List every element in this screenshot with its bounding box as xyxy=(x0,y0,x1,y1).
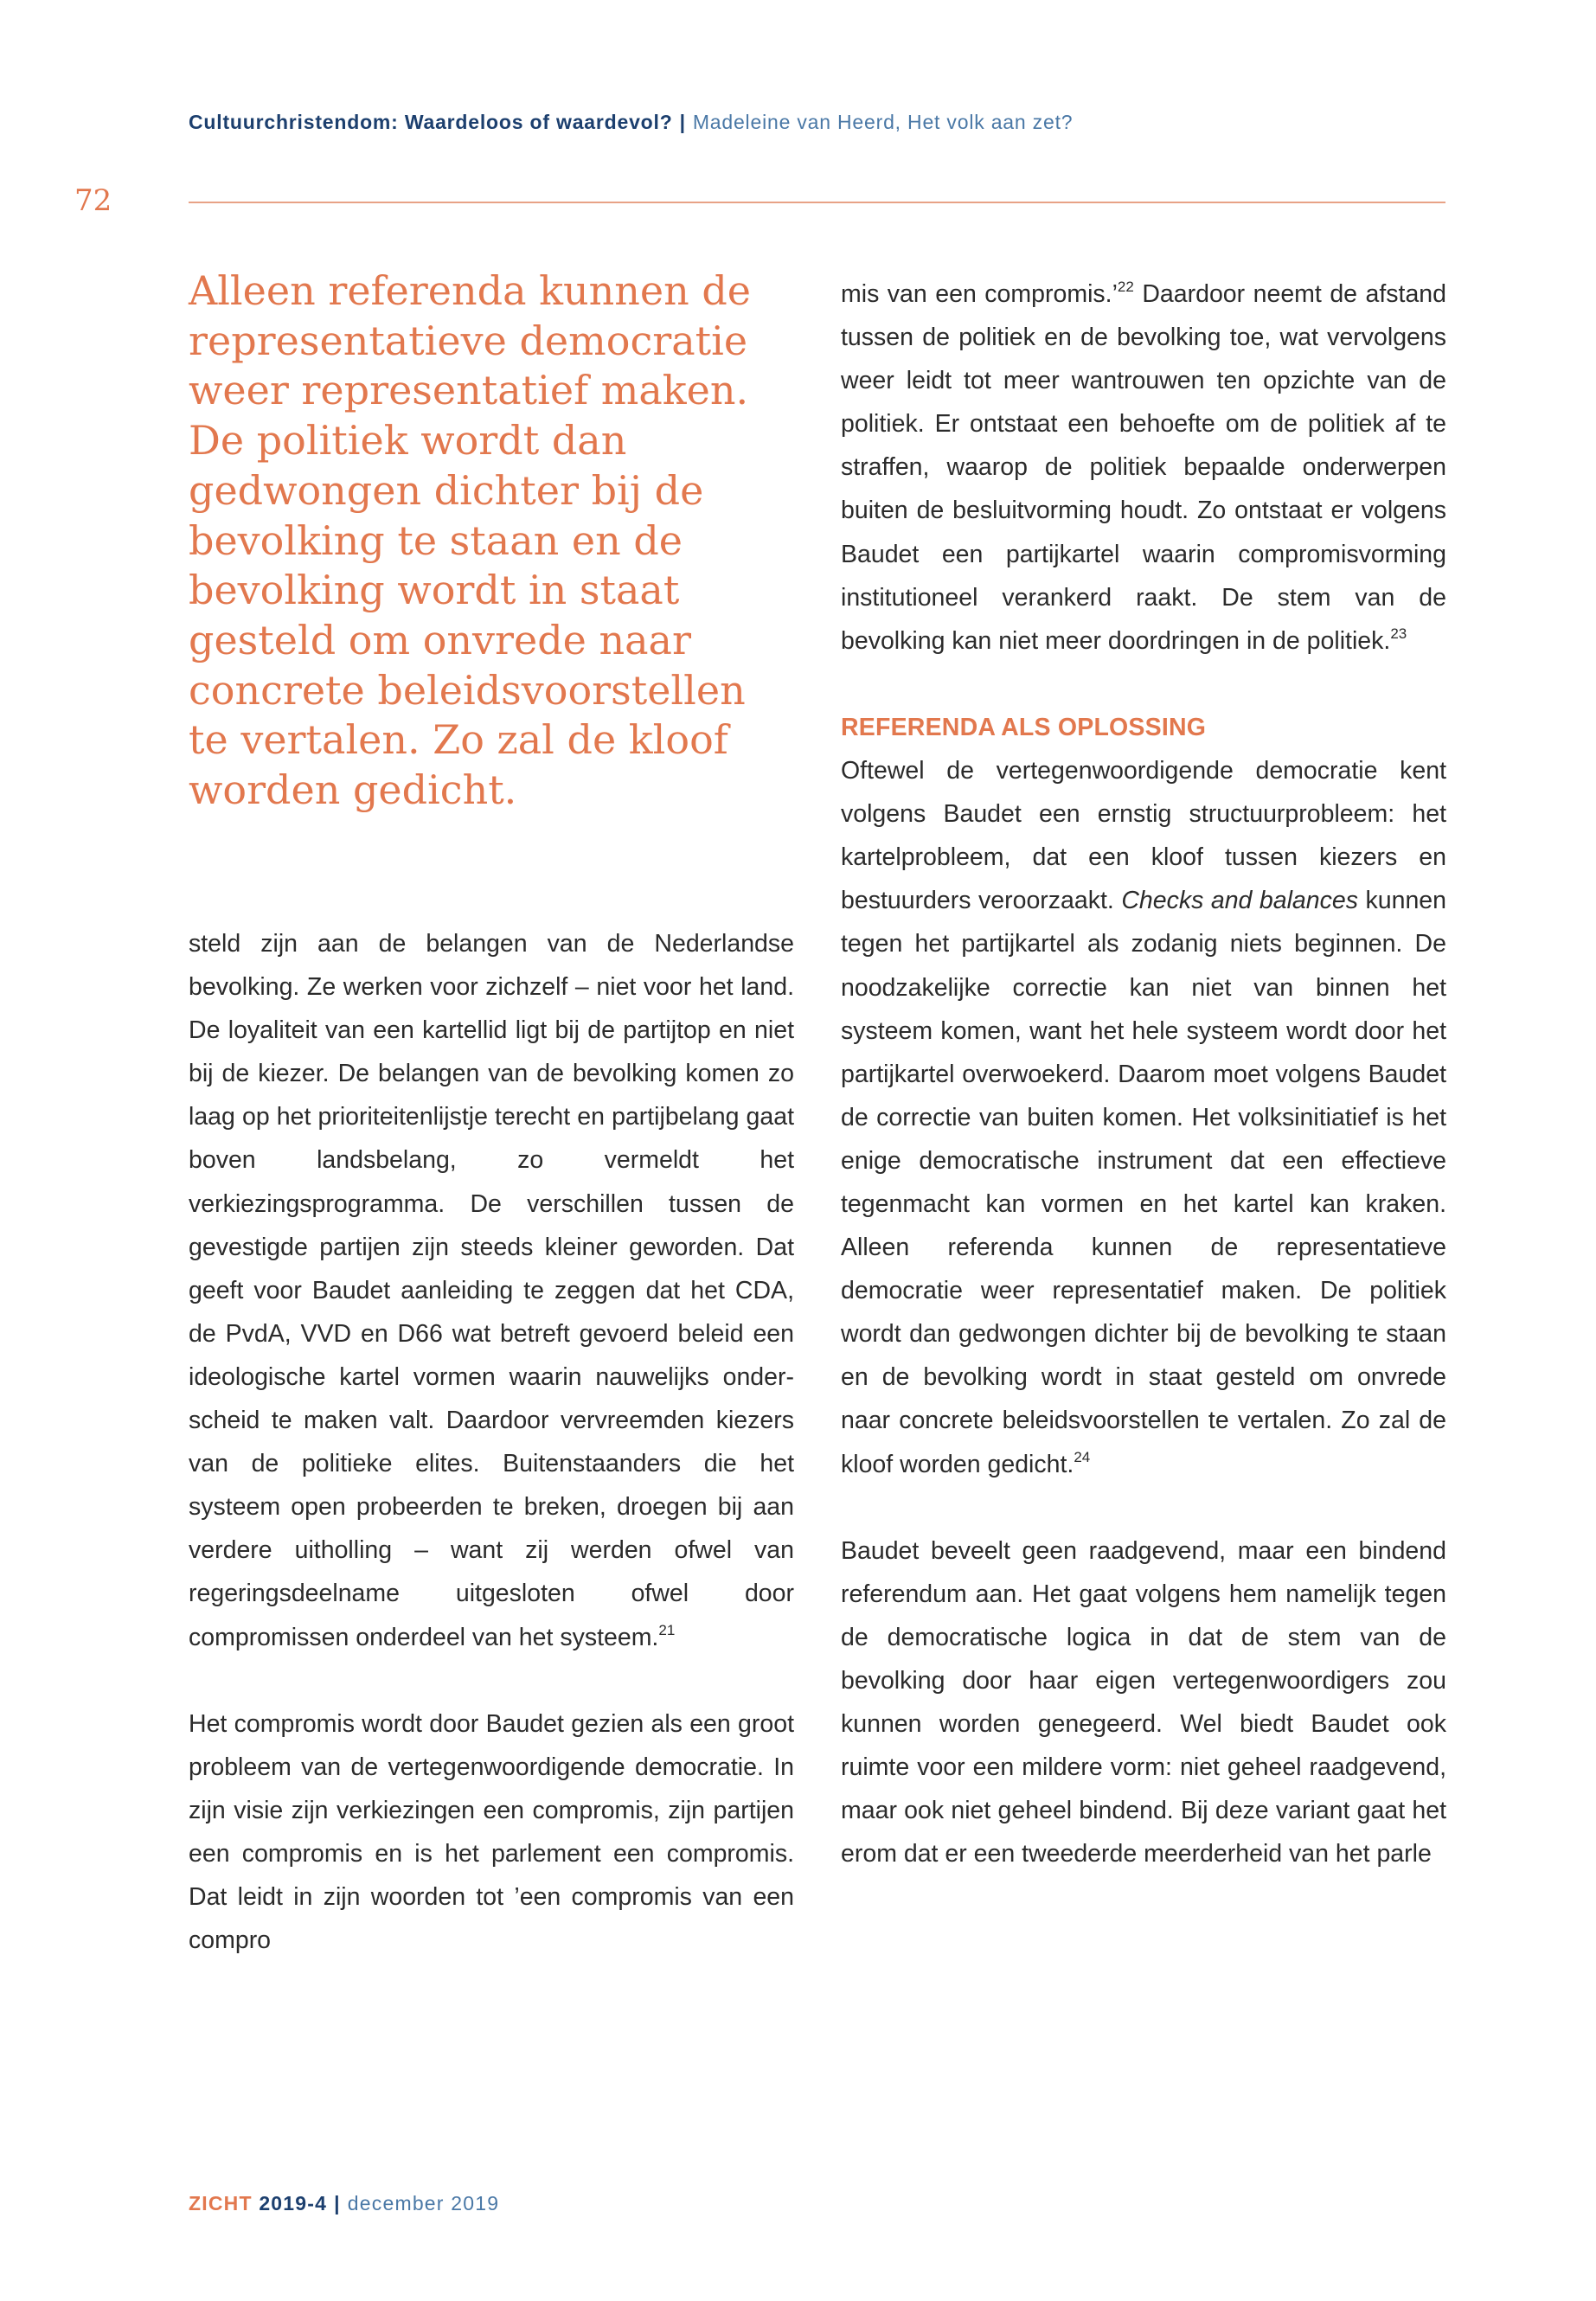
paragraph-text: kunnen tegen het partijkartel als zodanig niets beginnen. De noodzakelijke correctie kan niet van binnen het systeem komen, want het hele systeem wordt door het partijkartel overwoekerd. Daarom moet volgens Baudet de correctie van buiten komen. Het volksinitiatief is het enige democratische instrument dat een effectieve tegenmacht kan vormen en het kartel kan kraken. Alleen referenda kunnen de representatieve democratie weer representatief maken. De politiek wordt dan gedwongen dichter bij de bevolking te staan en de bevolking wordt in staat gesteld om onvrede naar concrete beleidsvoorstellen te vertalen. Zo zal de kloof worden gedicht. xyxy=(841,887,1446,1478)
paragraph-text: mis van een compromis.’ xyxy=(841,280,1118,308)
issue-number: 2019-4 xyxy=(259,2192,328,2214)
magazine-name: ZICHT xyxy=(189,2192,253,2214)
body-paragraph xyxy=(189,922,794,1659)
right-column xyxy=(841,272,1446,1875)
paragraph-text: Daardoor neemt de afstand tussen de politiek en de bevolking toe, wat vervolgens weer leidt tot meer wantrouwen ten opzichte van de politiek. Er ontstaat een behoefte om de politiek af te straffen, waarop de politiek bepaalde onderwerpen buiten de besluitvorming houdt. Zo ontstaat er volgens Baudet een partijkartel waarin compromisvorming institutioneel verankerd raakt. De stem van de bevolking kan niet meer doordringen in de politiek. xyxy=(841,280,1447,655)
header-separator: | xyxy=(679,111,686,133)
body-paragraph xyxy=(841,749,1446,1486)
paragraph-text: Het compromis wordt door Baudet gezien als een groot probleem van de vertegenwoordigende democratie. In zijn visie zijn verkiezingen een compromis, zijn partijen een compromis en is het parlement een compromis. Dat leidt in zijn woorden tot ’een compromis van een compro xyxy=(189,1709,794,1955)
body-paragraph xyxy=(841,272,1446,663)
body-paragraph xyxy=(841,1529,1446,1876)
paragraph-text: Baudet beveelt geen raadgevend, maar een bindend referendum aan. Het gaat volgens hem namelijk tegen de democratische logica in dat de stem van de bevolking door haar eigen vertegenwoordigers zou kunnen worden genegeerd. Wel biedt Baudet ook ruimte voor een mildere vorm: niet geheel raadgevend, maar ook niet geheel bindend. Bij deze variant gaat het erom dat er een tweederde meerderheid van het parle xyxy=(841,1536,1446,1868)
footnote-marker: 22 xyxy=(1117,279,1134,296)
footnote-marker: 24 xyxy=(1074,1448,1091,1465)
article-credit: Madeleine van Heerd, Het volk aan zet? xyxy=(692,111,1074,133)
section-heading: REFERENDA ALS OPLOSSING xyxy=(841,713,1207,741)
italic-term: Checks and balances xyxy=(1121,887,1358,915)
footnote-marker: 23 xyxy=(1390,625,1407,642)
left-column xyxy=(189,922,794,1962)
page-number: 72 xyxy=(74,183,112,218)
header-divider xyxy=(189,202,1445,203)
running-header xyxy=(189,111,1073,134)
pull-quote: Alleen referenda kunnen de representatieve democratie weer representatief maken. De politiek wordt dan gedwongen dichter bij de bevolking te staan en de bevolking wordt in staat gesteld om onvrede naar concrete beleidsvoorstellen te vertalen. Zo zal de kloof worden gedicht. xyxy=(189,267,752,814)
page-footer xyxy=(189,2192,499,2215)
series-title: Cultuurchristendom: Waardeloos of waardevol? xyxy=(189,111,673,133)
issue-date: december 2019 xyxy=(347,2192,500,2214)
paragraph-text: steld zijn aan de belangen van de Nederlandse bevolking. Ze werken voor zichzelf – niet voor het land. De loyaliteit van een kartellid ligt bij de partijtop en niet bij de kiezer. De belangen van de bevolking komen zo laag op het prioriteitenlijstje terecht en partijbelang gaat boven landsbelang, zo vermeldt het verkiezingsprogramma. De verschillen tussen de gevestigde partijen zijn steeds kleiner geworden. Dat geeft voor Baudet aanleiding te zeggen dat het CDA, de PvdA, VVD en D66 wat betreft gevoerd beleid een ideologische kartel vormen waarin nauwelijks onderscheid te maken valt. Daardoor vervreemden kiezers van de politieke elites. Buitenstaanders die het systeem open probeerden te breken, droegen bij aan verdere uitholling – want zij werden ofwel van regeringsdeelname uitgesloten ofwel door compromissen onderdeel van het systeem. xyxy=(189,930,794,1651)
footnote-marker: 21 xyxy=(658,1621,676,1638)
paragraph-text: Oftewel de vertegenwoordigende democratie kent volgens Baudet een ernstig structuurprobleem: het kartelprobleem, dat een kloof tussen kiezers en bestuurders veroorzaakt. xyxy=(841,757,1446,915)
footer-separator: | xyxy=(334,2192,341,2214)
body-paragraph xyxy=(189,1702,794,1963)
